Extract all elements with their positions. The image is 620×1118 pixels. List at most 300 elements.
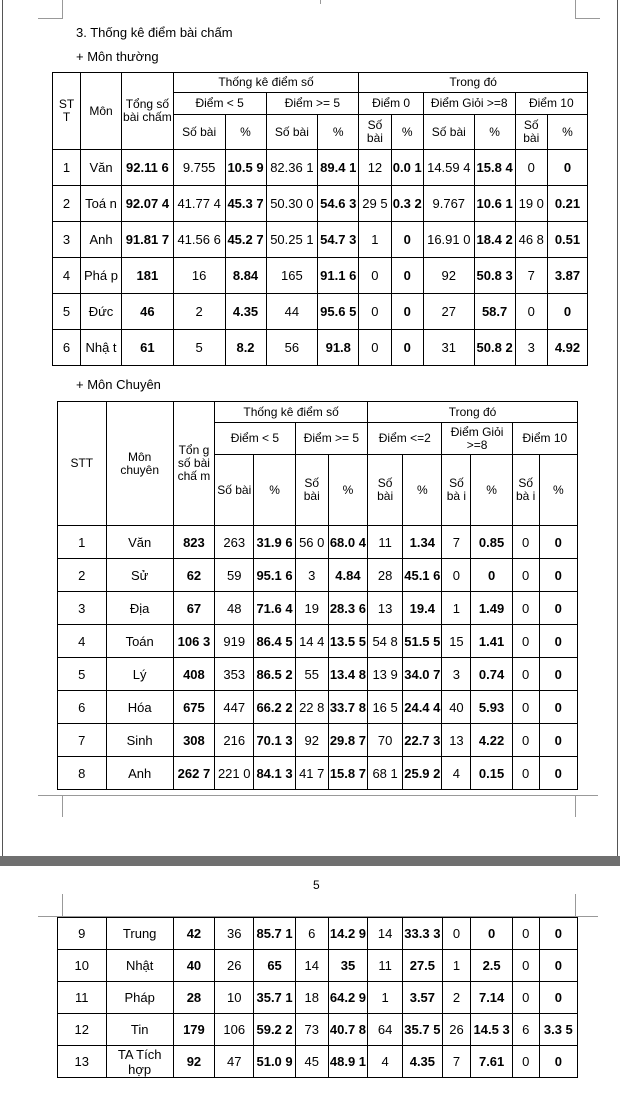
cell-sub1-pct: 27.5 [403, 950, 442, 982]
header-percent: % [471, 455, 512, 526]
cell-below5-pct: 45.3 7 [225, 186, 266, 222]
crop-mark [575, 0, 576, 18]
cell-sub1-count: 13 9 [368, 658, 403, 691]
cell-atleast5-count: 18 [295, 982, 328, 1014]
cell-score10-count: 0 [515, 294, 547, 330]
cell-total: 46 [122, 294, 174, 330]
cell-atleast5-count: 19 [295, 592, 328, 625]
cell-sub1-count: 1 [359, 222, 391, 258]
cell-below5-count: 47 [215, 1046, 254, 1078]
cell-sub1-pct: 19.4 [403, 592, 442, 625]
cell-below5-count: 221 0 [215, 757, 254, 790]
cell-score10-pct: 0 [539, 724, 577, 757]
cell-score10-count: 0 [512, 757, 539, 790]
cell-subject: Toá n [81, 186, 122, 222]
cell-score10-count: 19 0 [515, 186, 547, 222]
cell-excellent-count: 1 [442, 950, 471, 982]
cell-excellent-count: 31 [423, 330, 474, 366]
cell-sub1-pct: 33.3 3 [403, 918, 442, 950]
cell-total: 262 7 [173, 757, 214, 790]
cell-total: 92 [173, 1046, 214, 1078]
cell-atleast5-count: 92 [295, 724, 328, 757]
cell-below5-pct: 85.7 1 [254, 918, 295, 950]
header-score-stats: Thống kê điểm số [173, 73, 358, 93]
cell-stt: 8 [58, 757, 107, 790]
crop-mark [62, 0, 63, 18]
specialized-subjects-table [57, 401, 578, 790]
header-percent: % [318, 115, 359, 150]
header-count: Số bà i [512, 455, 539, 526]
header-count: Số bài [295, 455, 328, 526]
cell-sub1-count: 11 [368, 950, 403, 982]
cell-score10-count: 0 [512, 625, 539, 658]
crop-mark [575, 18, 600, 19]
cell-score10-count: 0 [515, 150, 547, 186]
cell-atleast5-pct: 33.7 8 [328, 691, 367, 724]
cell-below5-count: 59 [215, 559, 254, 592]
cell-atleast5-pct: 14.2 9 [328, 918, 367, 950]
page-number: 5 [313, 878, 320, 892]
cell-below5-pct: 8.2 [225, 330, 266, 366]
cell-excellent-pct: 15.8 4 [474, 150, 515, 186]
table-row [58, 526, 578, 559]
cell-stt: 7 [58, 724, 107, 757]
cell-below5-count: 41.77 4 [173, 186, 225, 222]
table-row [58, 757, 578, 790]
cell-sub1-count: 54 8 [368, 625, 403, 658]
cell-score10-pct: 0 [539, 757, 577, 790]
cell-below5-count: 5 [173, 330, 225, 366]
cell-sub1-count: 0 [359, 258, 391, 294]
header-at-least-5: Điểm >= 5 [295, 423, 367, 455]
header-excellent: Điểm Giỏi >=8 [423, 93, 515, 115]
cell-sub1-pct: 4.35 [403, 1046, 442, 1078]
header-count: Số bà i [442, 455, 471, 526]
table-row [58, 1046, 578, 1078]
header-percent: % [403, 455, 442, 526]
cell-sub1-count: 12 [359, 150, 391, 186]
cell-total: 179 [173, 1014, 214, 1046]
cell-score10-count: 0 [512, 950, 539, 982]
table-row [58, 658, 578, 691]
cell-score10-pct: 0 [539, 918, 577, 950]
cell-score10-pct: 0 [539, 1046, 577, 1078]
cell-excellent-pct: 0 [471, 918, 512, 950]
cell-stt: 11 [58, 982, 107, 1014]
cell-excellent-count: 9.767 [423, 186, 474, 222]
cell-score10-pct: 0 [547, 294, 587, 330]
cell-subject: Pháp [106, 982, 173, 1014]
cell-subject: Sinh [106, 724, 173, 757]
page-left-edge [2, 0, 3, 856]
cell-below5-count: 353 [215, 658, 254, 691]
header-count: Số bài [215, 455, 254, 526]
cell-stt: 9 [58, 918, 107, 950]
header-stt: ST T [53, 73, 81, 150]
cell-excellent-count: 26 [442, 1014, 471, 1046]
crop-mark [575, 894, 576, 916]
cell-sub1-count: 70 [368, 724, 403, 757]
table-row [58, 559, 578, 592]
header-count: Số bài [423, 115, 474, 150]
cell-total: 92.07 4 [122, 186, 174, 222]
header-stt: STT [58, 402, 107, 526]
cell-below5-pct: 70.1 3 [254, 724, 295, 757]
table-row [58, 982, 578, 1014]
cell-excellent-pct: 0 [471, 559, 512, 592]
cell-below5-count: 16 [173, 258, 225, 294]
cell-atleast5-count: 22 8 [295, 691, 328, 724]
cell-below5-count: 216 [215, 724, 254, 757]
cell-score10-count: 0 [512, 724, 539, 757]
cell-subject: Hóa [106, 691, 173, 724]
cell-subject: Phá p [81, 258, 122, 294]
cell-score10-pct: 3.3 5 [539, 1014, 577, 1046]
cell-excellent-pct: 50.8 2 [474, 330, 515, 366]
header-percent: % [391, 115, 423, 150]
header-percent: % [539, 455, 577, 526]
header-percent: % [254, 455, 295, 526]
cell-sub1-pct: 0 [391, 294, 423, 330]
cell-sub1-pct: 0 [391, 258, 423, 294]
cell-subject: Tin [106, 1014, 173, 1046]
cell-atleast5-pct: 13.5 5 [328, 625, 367, 658]
cell-excellent-pct: 1.49 [471, 592, 512, 625]
cell-score10-pct: 0 [539, 625, 577, 658]
cell-excellent-count: 0 [442, 918, 471, 950]
cell-sub1-pct: 0 [391, 330, 423, 366]
cell-below5-pct: 51.0 9 [254, 1046, 295, 1078]
cell-excellent-count: 15 [442, 625, 471, 658]
cell-sub1-pct: 34.0 7 [403, 658, 442, 691]
document-page-2 [0, 866, 620, 1118]
cell-below5-count: 26 [215, 950, 254, 982]
cell-score10-pct: 0.51 [547, 222, 587, 258]
cell-sub1-pct: 0 [391, 222, 423, 258]
cell-excellent-count: 2 [442, 982, 471, 1014]
header-total: Tổn g số bài chấ m [173, 402, 214, 526]
cell-total: 92.11 6 [122, 150, 174, 186]
cell-sub1-count: 0 [359, 330, 391, 366]
cell-excellent-pct: 18.4 2 [474, 222, 515, 258]
cell-excellent-count: 4 [442, 757, 471, 790]
table-row [58, 724, 578, 757]
cell-score10-pct: 0 [547, 150, 587, 186]
cell-sub1-count: 13 [368, 592, 403, 625]
cell-atleast5-pct: 91.8 [318, 330, 359, 366]
cell-atleast5-pct: 28.3 6 [328, 592, 367, 625]
cell-excellent-pct: 1.41 [471, 625, 512, 658]
header-percent: % [547, 115, 587, 150]
cell-excellent-count: 7 [442, 526, 471, 559]
cell-total: 61 [122, 330, 174, 366]
header-score-stats: Thống kê điểm số [215, 402, 368, 423]
header-score-0: Điểm 0 [359, 93, 424, 115]
cell-total: 675 [173, 691, 214, 724]
cell-score10-pct: 0 [539, 950, 577, 982]
cell-atleast5-count: 41 7 [295, 757, 328, 790]
cell-atleast5-pct: 91.1 6 [318, 258, 359, 294]
cell-atleast5-pct: 29.8 7 [328, 724, 367, 757]
cell-below5-count: 2 [173, 294, 225, 330]
cell-excellent-count: 40 [442, 691, 471, 724]
cell-total: 40 [173, 950, 214, 982]
cell-total: 106 3 [173, 625, 214, 658]
table-row [53, 294, 588, 330]
cell-sub1-pct: 22.7 3 [403, 724, 442, 757]
cell-stt: 5 [53, 294, 81, 330]
regular-subtitle: + Môn thường [76, 49, 159, 64]
cell-excellent-pct: 4.22 [471, 724, 512, 757]
margin-guide [38, 795, 598, 796]
cell-excellent-pct: 50.8 3 [474, 258, 515, 294]
cell-excellent-pct: 10.6 1 [474, 186, 515, 222]
header-subject: Môn chuyên [106, 402, 173, 526]
cell-below5-pct: 45.2 7 [225, 222, 266, 258]
header-below-5: Điểm < 5 [215, 423, 296, 455]
cell-subject: Anh [81, 222, 122, 258]
header-at-least-5: Điểm >= 5 [266, 93, 359, 115]
cell-score10-count: 3 [515, 330, 547, 366]
cell-score10-pct: 0 [539, 559, 577, 592]
cell-score10-count: 0 [512, 526, 539, 559]
header-count: Số bài [515, 115, 547, 150]
table-row [58, 691, 578, 724]
cell-subject: Nhậ t [81, 330, 122, 366]
cell-sub1-pct: 3.57 [403, 982, 442, 1014]
cell-total: 62 [173, 559, 214, 592]
crop-mark [62, 894, 63, 916]
cell-below5-count: 48 [215, 592, 254, 625]
cell-score10-count: 7 [515, 258, 547, 294]
cell-score10-pct: 0 [539, 982, 577, 1014]
cell-stt: 12 [58, 1014, 107, 1046]
cell-excellent-pct: 0.15 [471, 757, 512, 790]
header-percent: % [328, 455, 367, 526]
cell-subject: TA Tích hợp [106, 1046, 173, 1078]
cell-atleast5-pct: 68.0 4 [328, 526, 367, 559]
header-subject: Môn [81, 73, 122, 150]
table-row [53, 150, 588, 186]
cell-stt: 1 [53, 150, 81, 186]
cell-atleast5-pct: 54.6 3 [318, 186, 359, 222]
cell-subject: Đức [81, 294, 122, 330]
cell-excellent-pct: 58.7 [474, 294, 515, 330]
cell-atleast5-count: 44 [266, 294, 318, 330]
cell-atleast5-count: 50.30 0 [266, 186, 318, 222]
cell-sub1-count: 14 [368, 918, 403, 950]
table-row [53, 330, 588, 366]
cell-below5-pct: 66.2 2 [254, 691, 295, 724]
cell-score10-pct: 0 [539, 658, 577, 691]
cell-below5-pct: 84.1 3 [254, 757, 295, 790]
table-row [53, 258, 588, 294]
cell-score10-count: 46 8 [515, 222, 547, 258]
cell-below5-count: 919 [215, 625, 254, 658]
cell-score10-count: 0 [512, 982, 539, 1014]
cell-sub1-pct: 51.5 5 [403, 625, 442, 658]
cell-below5-count: 263 [215, 526, 254, 559]
cell-excellent-pct: 0.85 [471, 526, 512, 559]
header-count: Số bài [368, 455, 403, 526]
cell-below5-pct: 59.2 2 [254, 1014, 295, 1046]
cell-sub1-count: 1 [368, 982, 403, 1014]
table-row [53, 186, 588, 222]
cell-stt: 5 [58, 658, 107, 691]
cell-atleast5-pct: 35 [328, 950, 367, 982]
specialized-subtitle: + Môn Chuyên [76, 377, 161, 392]
cell-sub1-count: 28 [368, 559, 403, 592]
header-count: Số bài [359, 115, 391, 150]
header-count: Số bài [173, 115, 225, 150]
cell-sub1-count: 0 [359, 294, 391, 330]
crop-mark [38, 18, 63, 19]
cell-atleast5-count: 56 [266, 330, 318, 366]
cell-score10-count: 0 [512, 592, 539, 625]
cell-sub1-count: 64 [368, 1014, 403, 1046]
page-gap [0, 856, 620, 866]
specialized-subjects-table-continued [57, 917, 578, 1078]
cell-below5-count: 41.56 6 [173, 222, 225, 258]
crop-mark [575, 795, 576, 817]
cell-excellent-count: 1 [442, 592, 471, 625]
cell-excellent-count: 92 [423, 258, 474, 294]
cell-excellent-count: 16.91 0 [423, 222, 474, 258]
cell-subject: Văn [106, 526, 173, 559]
cell-atleast5-count: 14 4 [295, 625, 328, 658]
table-row [58, 625, 578, 658]
cell-stt: 4 [58, 625, 107, 658]
cell-atleast5-count: 73 [295, 1014, 328, 1046]
cell-total: 181 [122, 258, 174, 294]
cell-atleast5-count: 6 [295, 918, 328, 950]
cell-score10-count: 0 [512, 559, 539, 592]
cell-atleast5-pct: 48.9 1 [328, 1046, 367, 1078]
cell-score10-count: 0 [512, 1046, 539, 1078]
cell-score10-pct: 3.87 [547, 258, 587, 294]
cell-score10-pct: 4.92 [547, 330, 587, 366]
cell-sub1-count: 4 [368, 1046, 403, 1078]
header-score-10: Điểm 10 [515, 93, 587, 115]
cell-atleast5-pct: 64.2 9 [328, 982, 367, 1014]
cell-below5-count: 9.755 [173, 150, 225, 186]
cell-subject: Địa [106, 592, 173, 625]
header-total: Tổng số bài chấm [122, 73, 174, 150]
cell-sub1-pct: 45.1 6 [403, 559, 442, 592]
cell-below5-pct: 31.9 6 [254, 526, 295, 559]
cell-score10-count: 0 [512, 691, 539, 724]
table-row [58, 918, 578, 950]
cell-below5-pct: 86.4 5 [254, 625, 295, 658]
cell-excellent-count: 0 [442, 559, 471, 592]
crop-mark [320, 0, 321, 4]
header-count: Số bài [266, 115, 318, 150]
cell-excellent-pct: 7.61 [471, 1046, 512, 1078]
cell-stt: 10 [58, 950, 107, 982]
cell-atleast5-count: 165 [266, 258, 318, 294]
header-at-most-2: Điểm <=2 [368, 423, 442, 455]
cell-score10-pct: 0 [539, 691, 577, 724]
cell-subject: Trung [106, 918, 173, 950]
cell-sub1-pct: 25.9 2 [403, 757, 442, 790]
cell-below5-count: 10 [215, 982, 254, 1014]
cell-total: 28 [173, 982, 214, 1014]
cell-below5-pct: 10.5 9 [225, 150, 266, 186]
cell-below5-count: 106 [215, 1014, 254, 1046]
cell-excellent-count: 13 [442, 724, 471, 757]
cell-atleast5-pct: 95.6 5 [318, 294, 359, 330]
crop-mark [62, 795, 63, 817]
cell-excellent-pct: 7.14 [471, 982, 512, 1014]
cell-sub1-count: 29 5 [359, 186, 391, 222]
cell-below5-pct: 35.7 1 [254, 982, 295, 1014]
cell-below5-count: 447 [215, 691, 254, 724]
table-row [58, 950, 578, 982]
cell-sub1-count: 11 [368, 526, 403, 559]
cell-sub1-count: 16 5 [368, 691, 403, 724]
cell-atleast5-count: 56 0 [295, 526, 328, 559]
cell-score10-count: 0 [512, 918, 539, 950]
cell-stt: 13 [58, 1046, 107, 1078]
cell-stt: 2 [58, 559, 107, 592]
cell-excellent-count: 3 [442, 658, 471, 691]
cell-atleast5-pct: 13.4 8 [328, 658, 367, 691]
cell-sub1-pct: 24.4 4 [403, 691, 442, 724]
cell-excellent-count: 7 [442, 1046, 471, 1078]
cell-total: 308 [173, 724, 214, 757]
cell-stt: 6 [53, 330, 81, 366]
cell-excellent-count: 27 [423, 294, 474, 330]
cell-excellent-pct: 2.5 [471, 950, 512, 982]
cell-atleast5-pct: 4.84 [328, 559, 367, 592]
cell-atleast5-count: 50.25 1 [266, 222, 318, 258]
cell-atleast5-count: 45 [295, 1046, 328, 1078]
header-excellent: Điểm Giỏi >=8 [442, 423, 512, 455]
cell-total: 42 [173, 918, 214, 950]
cell-stt: 1 [58, 526, 107, 559]
header-percent: % [225, 115, 266, 150]
section-title: 3. Thống kê điểm bài chấm [76, 25, 233, 40]
table-row [53, 222, 588, 258]
cell-stt: 6 [58, 691, 107, 724]
cell-total: 823 [173, 526, 214, 559]
cell-excellent-pct: 14.5 3 [471, 1014, 512, 1046]
cell-below5-count: 36 [215, 918, 254, 950]
cell-total: 91.81 7 [122, 222, 174, 258]
cell-atleast5-count: 14 [295, 950, 328, 982]
cell-subject: Anh [106, 757, 173, 790]
cell-subject: Sử [106, 559, 173, 592]
cell-atleast5-pct: 54.7 3 [318, 222, 359, 258]
cell-subject: Toán [106, 625, 173, 658]
cell-atleast5-count: 55 [295, 658, 328, 691]
cell-subject: Nhật [106, 950, 173, 982]
cell-atleast5-pct: 15.8 7 [328, 757, 367, 790]
cell-score10-count: 6 [512, 1014, 539, 1046]
regular-subjects-table [52, 72, 588, 366]
cell-sub1-pct: 35.7 5 [403, 1014, 442, 1046]
cell-sub1-pct: 1.34 [403, 526, 442, 559]
header-score-10: Điểm 10 [512, 423, 577, 455]
cell-excellent-pct: 5.93 [471, 691, 512, 724]
cell-sub1-pct: 0.0 1 [391, 150, 423, 186]
cell-total: 408 [173, 658, 214, 691]
cell-excellent-pct: 0.74 [471, 658, 512, 691]
cell-sub1-count: 68 1 [368, 757, 403, 790]
cell-stt: 2 [53, 186, 81, 222]
cell-below5-pct: 95.1 6 [254, 559, 295, 592]
cell-subject: Văn [81, 150, 122, 186]
